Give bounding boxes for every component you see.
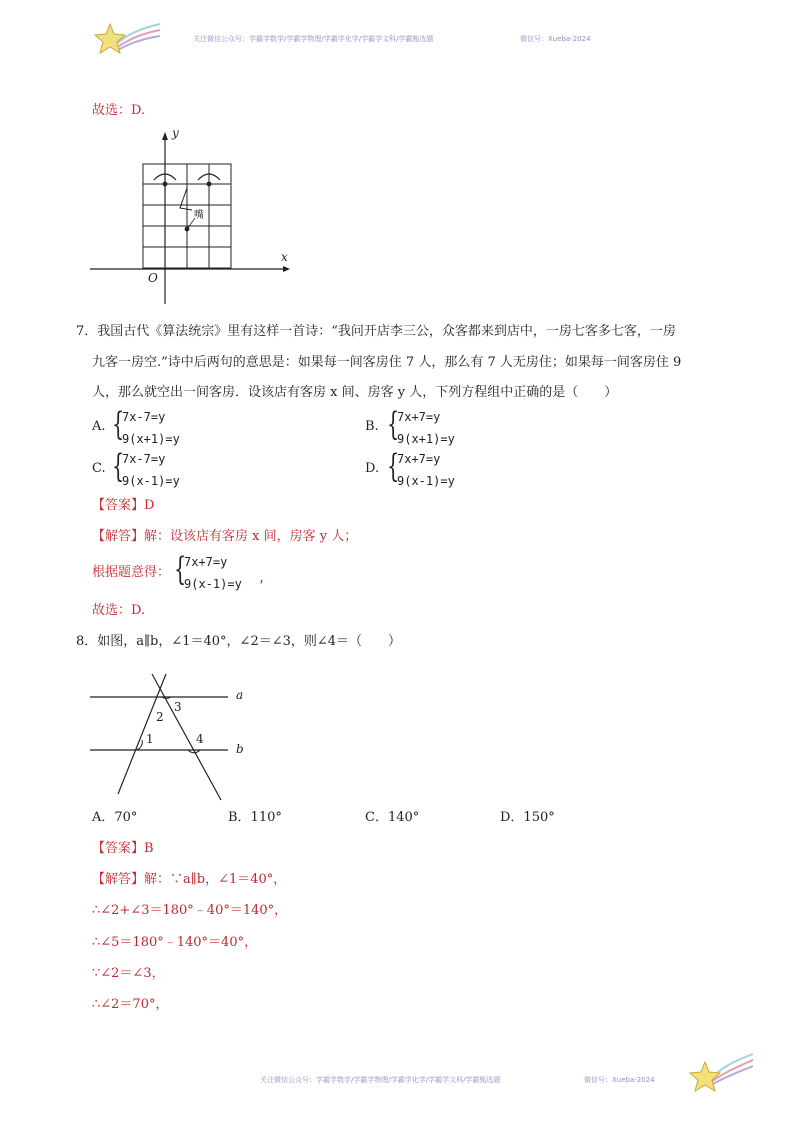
figure-grid-face xyxy=(88,128,298,308)
solution-comma: , xyxy=(258,571,266,585)
q7-conclusion: 故选：D. xyxy=(92,603,146,618)
footer-weixin-id: 微信号：Xueba-2024 xyxy=(584,1076,655,1084)
mouth-label: 嘴 xyxy=(194,210,204,221)
q7-option-b: B. { 7x+7=y 9(x+1)=y xyxy=(365,405,455,446)
q7-option-a: A. { 7x-7=y 9(x+1)=y xyxy=(92,405,180,446)
option-eq2: 9(x-1)=y xyxy=(122,474,180,488)
q7-solution-intro: 【解答】解：设该店有客房 x 间，房客 y 人； xyxy=(92,529,358,544)
q8-stem: 8．如图，a∥b，∠1＝40°，∠2＝∠3，则∠4＝（ ） xyxy=(76,634,402,649)
figure-parallel-lines xyxy=(88,672,258,802)
option-eq1: 7x+7=y xyxy=(397,452,441,466)
line-b-label: b xyxy=(236,742,244,756)
q8-answer: 【答案】B xyxy=(92,841,154,856)
option-eq1: 7x-7=y xyxy=(122,452,166,466)
footer-star-logo xyxy=(685,1050,755,1095)
angle-4-label: 4 xyxy=(196,732,204,746)
q8-step-2: ∴∠2+∠3＝180°﹣40°＝140°， xyxy=(92,903,288,918)
q7-answer: 【答案】D xyxy=(92,498,155,513)
y-axis-label: y xyxy=(172,126,179,140)
angle-1-label: 1 xyxy=(146,732,154,746)
option-label: C. xyxy=(92,461,106,476)
q7-stem-line2: 九客一房空.”诗中后两句的意思是：如果每一间客房住 7 人，那么有 7 人无房住；如果每一间客房住 9 xyxy=(92,355,682,370)
q7-option-d: D. { 7x+7=y 9(x-1)=y xyxy=(365,447,455,488)
q8-step-5: ∴∠2＝70°， xyxy=(92,997,169,1012)
option-eq2: 9(x-1)=y xyxy=(397,474,455,488)
q8-option-d: D．150° xyxy=(500,810,555,825)
q7-according-label: 根据题意得： xyxy=(92,565,171,580)
footer-wechat-text: 关注微信公众号：学霸学数学/学霸学物理/学霸学化学/学霸学文科/学霸甄选题 xyxy=(260,1076,501,1084)
q6-conclusion: 故选：D. xyxy=(92,103,146,118)
header-wechat-text: 关注微信公众号：学霸学数学/学霸学物理/学霸学化学/学霸学文科/学霸甄选题 xyxy=(193,35,434,43)
origin-label: O xyxy=(148,271,158,285)
option-label: A. xyxy=(92,419,106,434)
solution-eq1: 7x+7=y xyxy=(184,555,228,569)
q8-option-a: A．70° xyxy=(92,810,138,825)
angle-3-label: 3 xyxy=(174,700,182,714)
header-weixin-id: 微信号：Xueba-2024 xyxy=(520,35,591,43)
q8-option-c: C．140° xyxy=(365,810,420,825)
solution-eq2: 9(x-1)=y xyxy=(184,577,242,591)
q8-step-3: ∴∠5＝180°﹣140°＝40°， xyxy=(92,935,258,950)
q7-stem-line1: 7．我国古代《算法统宗》里有这样一首诗：“我问开店李三公，众客都来到店中，一房七客多七客，一房 xyxy=(76,324,676,339)
q7-option-c: C. { 7x-7=y 9(x-1)=y xyxy=(92,447,180,488)
q8-step-4: ∵∠2＝∠3， xyxy=(92,966,165,981)
x-axis-label: x xyxy=(281,250,288,264)
option-label: D. xyxy=(365,461,380,476)
option-eq2: 9(x+1)=y xyxy=(122,432,180,446)
option-eq1: 7x+7=y xyxy=(397,410,441,424)
q7-stem-line3: 人，那么就空出一间客房．设该店有客房 x 间、房客 y 人，下列方程组中正确的是（ ） xyxy=(92,385,618,400)
q7-solution-system: { 7x+7=y 9(x-1)=y , xyxy=(174,550,266,591)
option-eq1: 7x-7=y xyxy=(122,410,166,424)
q8-step-1: 【解答】解：∵a∥b，∠1＝40°， xyxy=(92,872,287,887)
header-star-logo xyxy=(92,18,162,58)
line-a-label: a xyxy=(236,688,244,702)
angle-2-label: 2 xyxy=(156,710,164,724)
option-eq2: 9(x+1)=y xyxy=(397,432,455,446)
q8-option-b: B．110° xyxy=(228,810,282,825)
option-label: B. xyxy=(365,419,379,434)
